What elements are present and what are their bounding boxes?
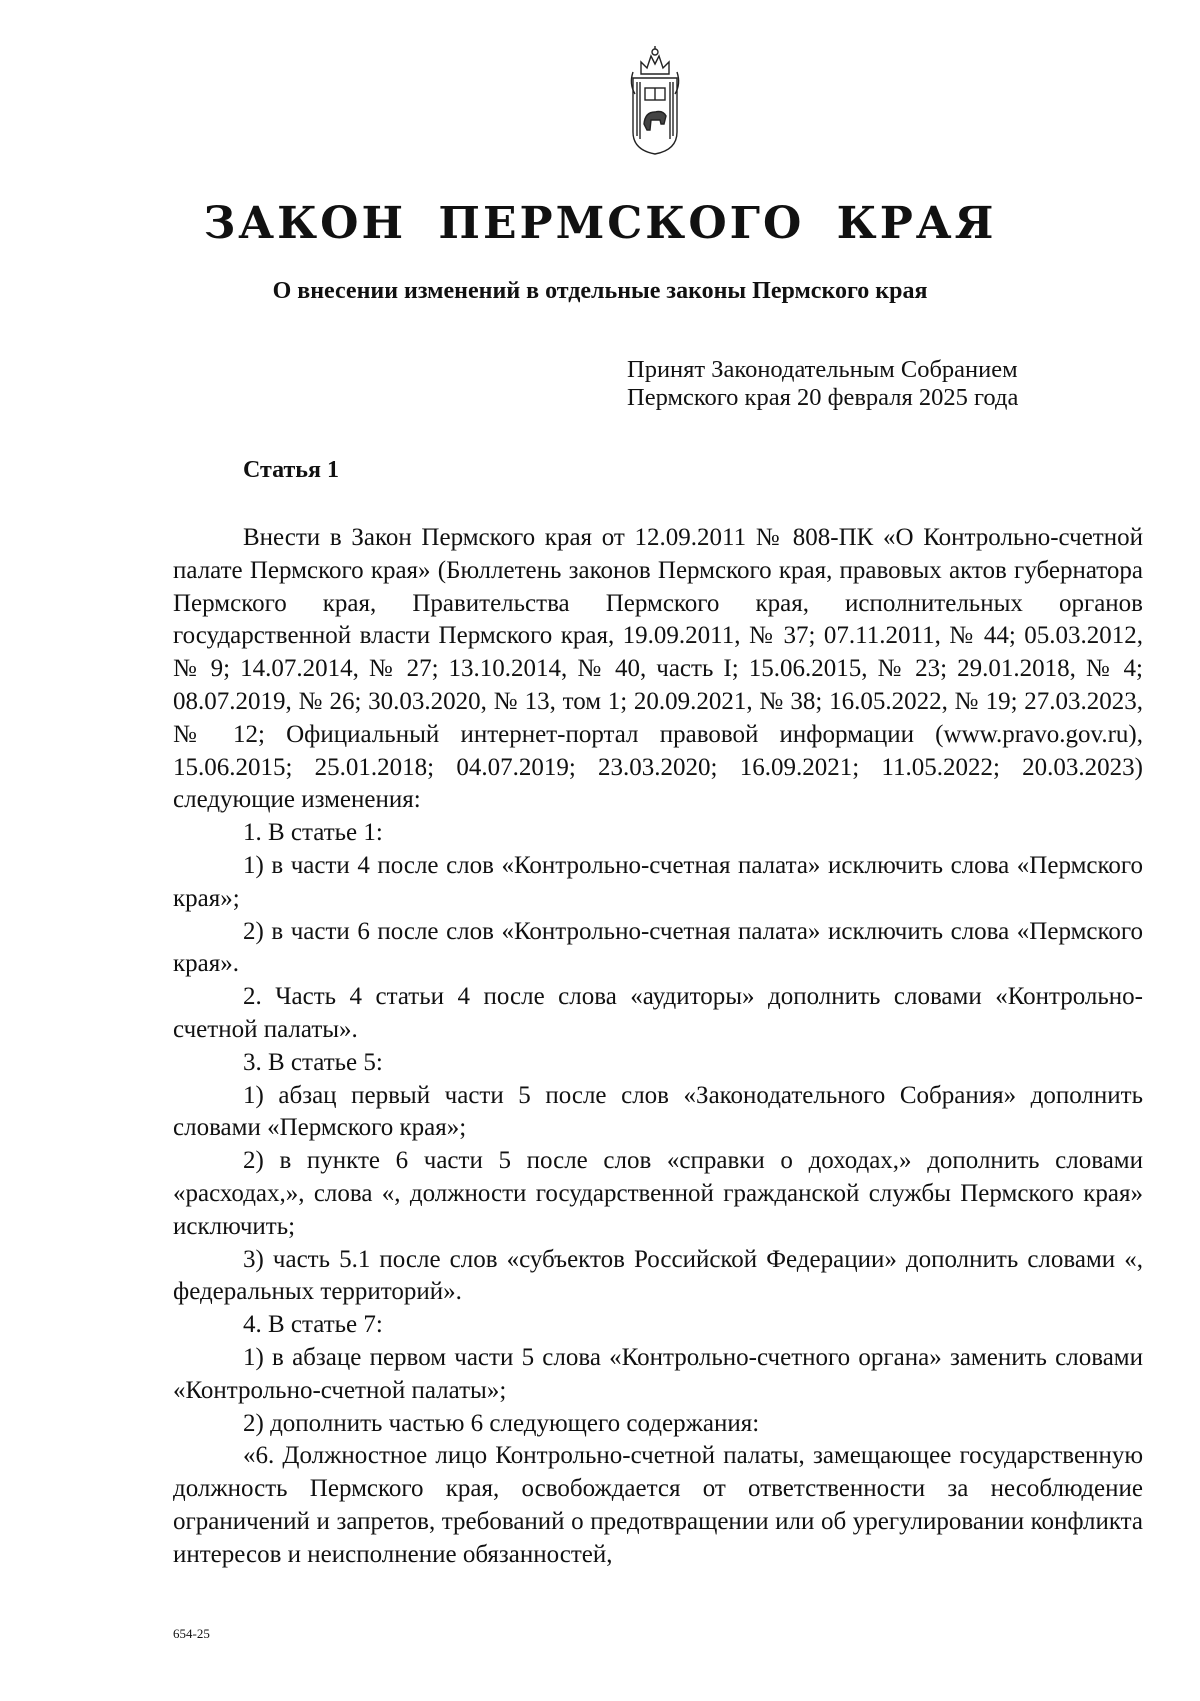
article-paragraph: Внести в Закон Пермского края от 12.09.2011 № 808-ПК «О Контрольно-счетной палате Пермского края» (Бюллетень законов Пермского края, правовых актов губернатора Пермского края, Правительства Пермского края, исполнительных органов государственной власти Пермского края, 19.09.2011, № 37; 07.11.2011, № 44; 05.03.2012, № 9; 14.07.2014, № 27; 13.10.2014, № 40, часть I; 15.06.2015, № 23; 29.01.2018, № 4; 08.07.2019, № 26; 30.03.2020, № 13, том 1; 20.09.2021, № 38; 16.05.2022, № 19; 27.03.2023, № 12; Официальный интернет-портал правовой информации (www.pravo.gov.ru), 15.06.2015; 25.01.2018; 04.07.2019; 23.03.2020; 16.09.2021; 11.05.2022; 20.03.2023) следующие изменения:	[173, 524, 1143, 814]
article-paragraph: 2) дополнить частью 6 следующего содержания:	[243, 1409, 760, 1437]
article-heading: Статья 1	[243, 457, 339, 483]
article-paragraph: 2) в части 6 после слов «Контрольно-счетная палата» исключить слова «Пермского края».	[173, 917, 1143, 978]
article-body	[173, 522, 1143, 1572]
law-subtitle: О внесении изменений в отдельные законы Пермского края	[272, 278, 928, 304]
article-paragraph: 2. Часть 4 статьи 4 после слова «аудиторы» дополнить словами «Контрольно-счетной палаты».	[173, 983, 1143, 1043]
adoption-line-2: Пермского края 20 февраля 2025 года	[627, 384, 1019, 411]
article-paragraph: 4. В статье 7:	[243, 1311, 383, 1339]
adoption-line-1: Принят Законодательным Собранием	[627, 356, 1018, 383]
adoption-note	[627, 356, 1018, 412]
article-paragraph: 1) в части 4 после слов «Контрольно-счетная палата» исключить слова «Пермского края»;	[173, 851, 1143, 912]
article-paragraph: 3. В статье 5:	[243, 1048, 383, 1076]
coat-of-arms-icon	[627, 44, 683, 156]
article-paragraph: 3) часть 5.1 после слов «субъектов Российской Федерации» дополнить словами «, федеральных территорий».	[173, 1245, 1143, 1306]
document-code: 654-25	[173, 1626, 210, 1641]
article-paragraph: 2) в пункте 6 части 5 после слов «справки о доходах,» дополнить словами «расходах,», слова «, должности государственной гражданской службы Пермского края» исключить;	[173, 1147, 1143, 1240]
article-paragraph: 1. В статье 1:	[243, 819, 383, 847]
article-paragraph: 1) абзац первый части 5 после слов «Законодательного Собрания» дополнить словами «Пермского края»;	[173, 1081, 1143, 1142]
article-paragraph: «6. Должностное лицо Контрольно-счетной палаты, замещающее государственную должность Пермского края, освобождается от ответственности за несоблюдение ограничений и запретов, требований о предотвращении или об урегулировании конфликта интересов и неисполнение обязанностей,	[173, 1442, 1143, 1568]
law-title: ЗАКОН ПЕРМСКОГО КРАЯ	[203, 198, 997, 249]
article-paragraph: 1) в абзаце первом части 5 слова «Контрольно-счетного органа» заменить словами «Контрольно-счетной палаты»;	[173, 1343, 1143, 1404]
